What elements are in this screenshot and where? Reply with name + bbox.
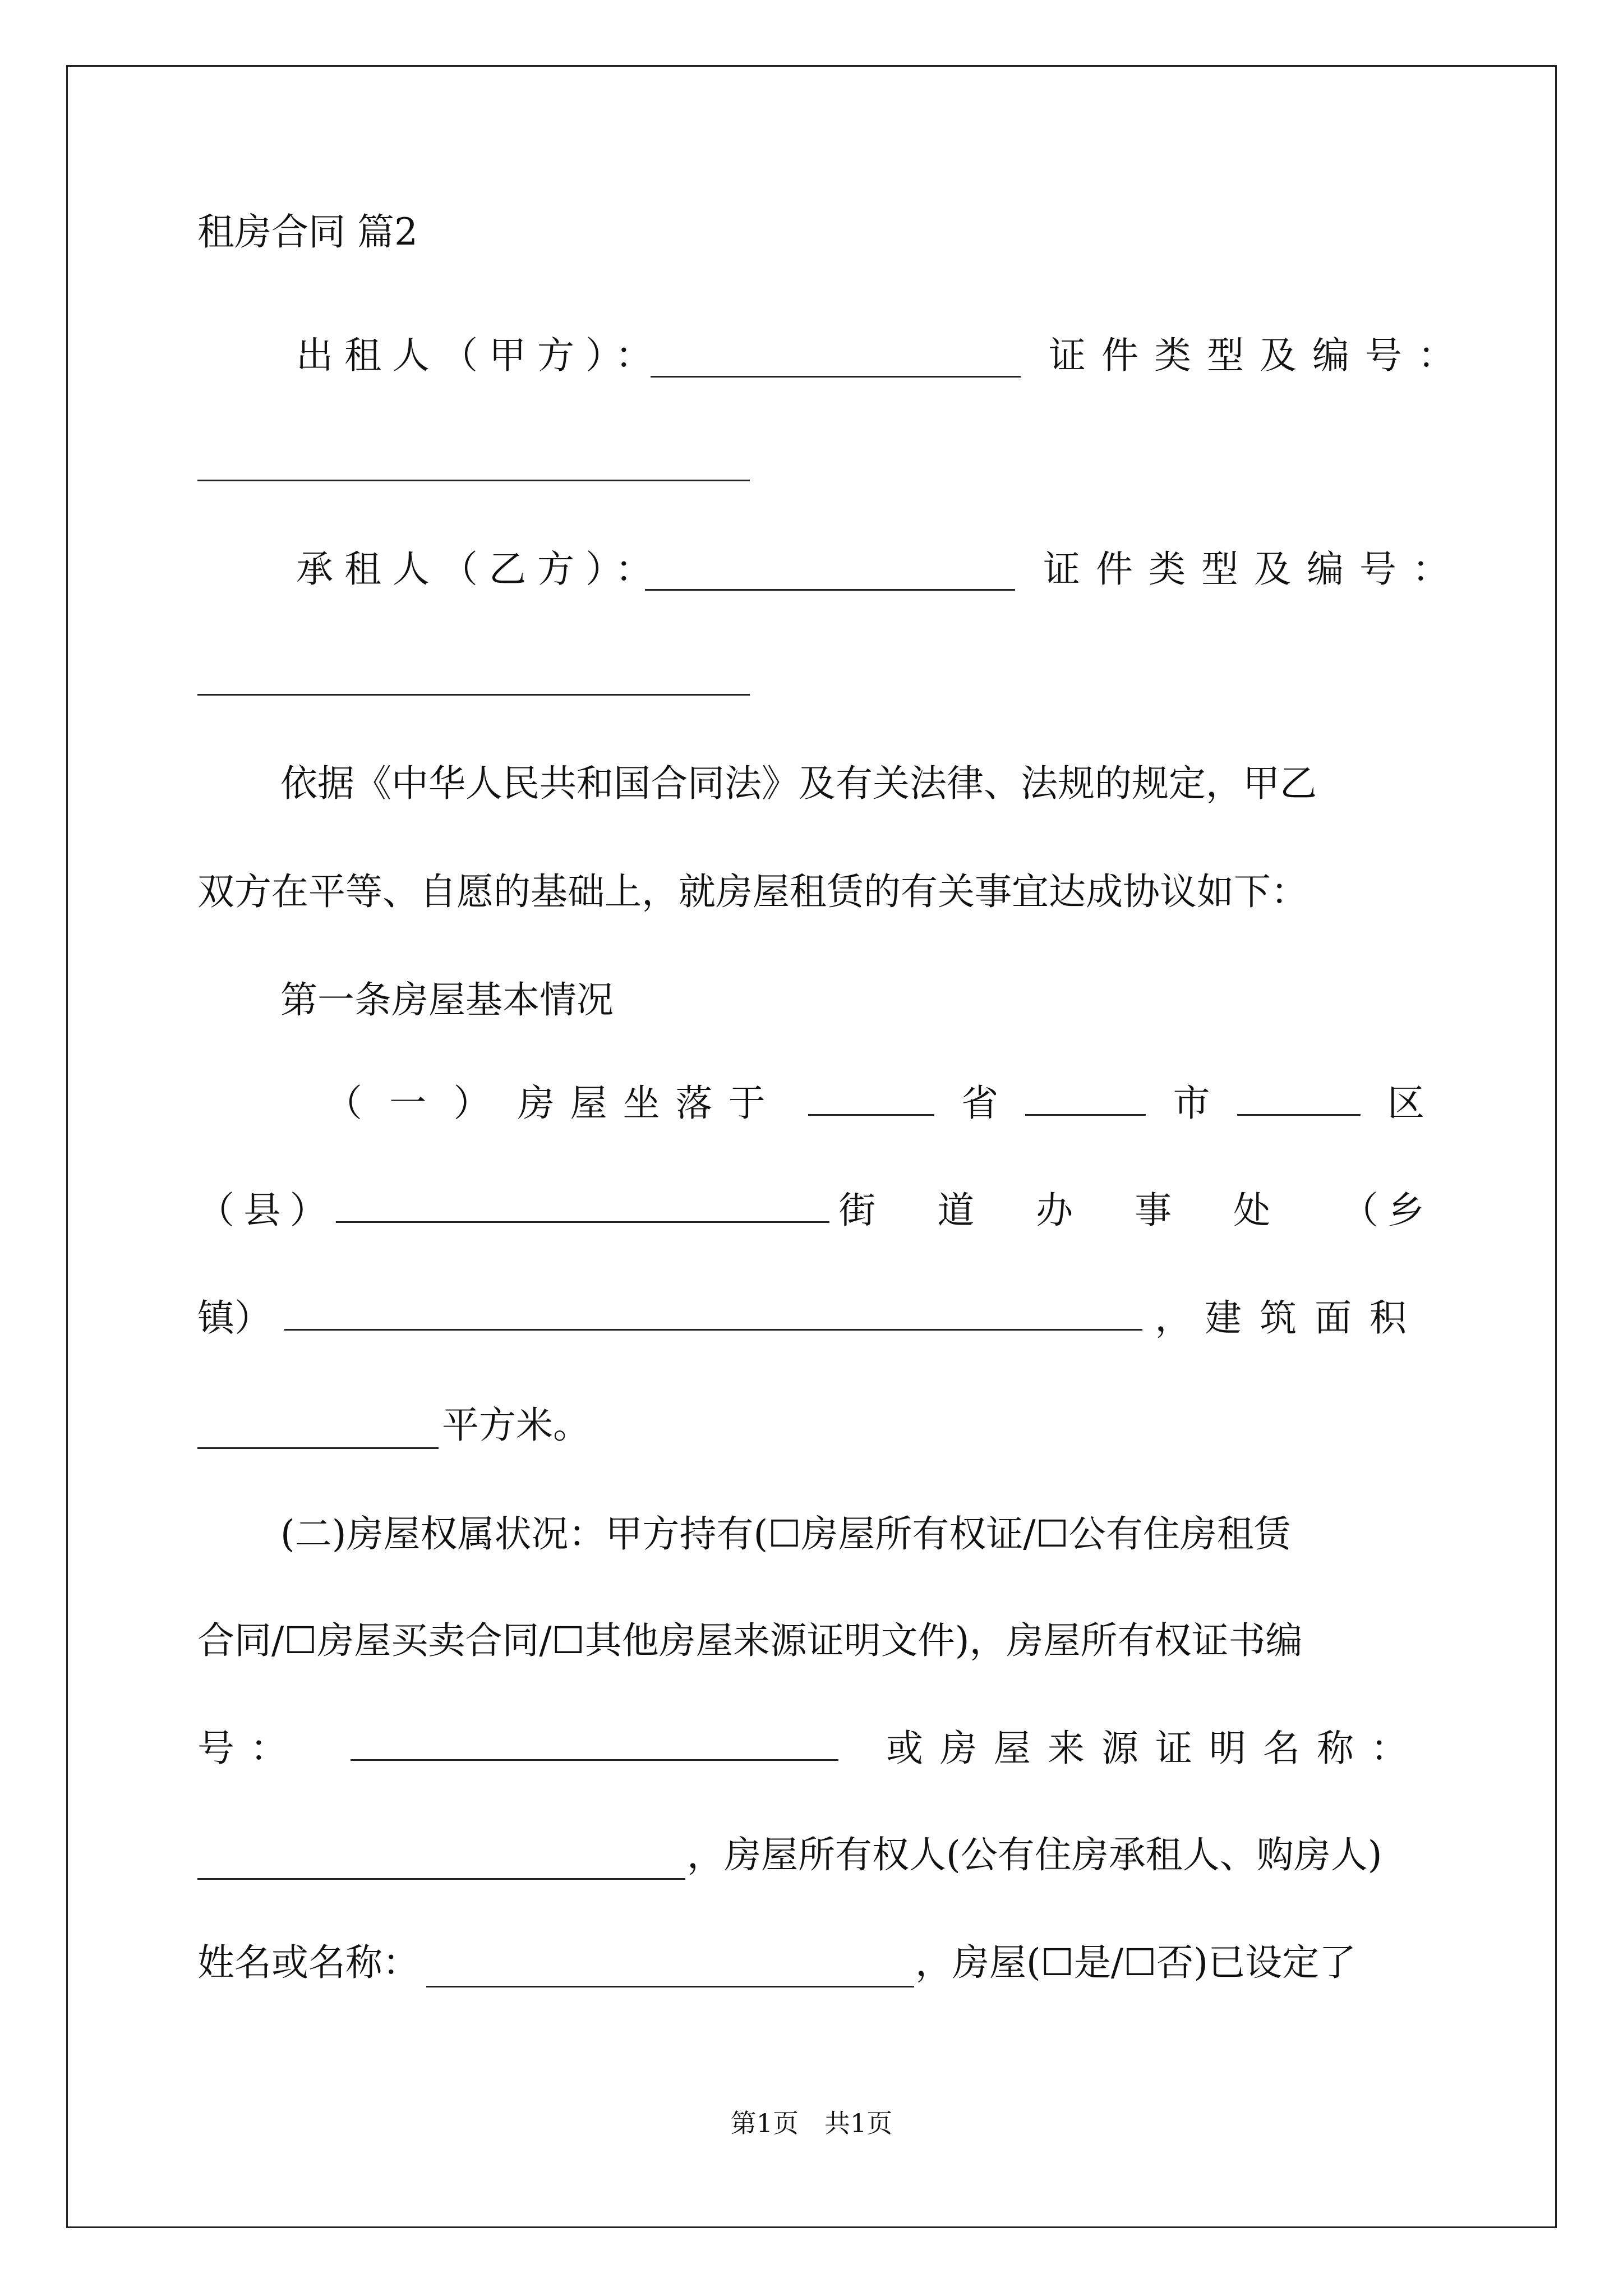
lessee-label: 承租人（乙方）： (296, 547, 663, 591)
page-title: 租房合同 篇2 (197, 210, 418, 254)
item1-location-line: （ 一 ） 房屋坐落于 省 市 区 (325, 1082, 1424, 1125)
certificate-number-blank (351, 1726, 838, 1761)
lessor-id-blank (197, 480, 750, 481)
item2-line-2: 合同/☐房屋买卖合同/☐其他房屋来源证明文件)，房屋所有权证书编 (197, 1619, 1303, 1662)
item2-line-1: (二)房屋权属状况：甲方持有(☐房屋所有权证/☐公有住房租赁 (280, 1512, 1291, 1556)
lessor-name-blank (651, 376, 1021, 378)
town-blank (284, 1295, 1142, 1331)
owner-name-label: 姓名或名称： (197, 1941, 419, 1984)
item1-county-line: （ 县 ） 街道办事处 （ 乡 (197, 1189, 1424, 1232)
page-number: 第1页 共1页 (730, 2108, 893, 2138)
area-blank (197, 1447, 439, 1449)
intro-line-2: 双方在平等、自愿的基础上，就房屋租赁的有关事宜达成协议如下： (197, 870, 1308, 913)
item2-certificate-line: 号： 或房屋来源证明名称： (197, 1727, 1424, 1770)
owner-label: ，房屋所有权人(公有住房承租人、购房人) (687, 1833, 1382, 1876)
lessee-id-label: 证件类型及编号： (1043, 547, 1465, 591)
lessee-id-blank (197, 694, 750, 696)
district-blank (1237, 1080, 1361, 1116)
county-blank (336, 1188, 829, 1223)
intro-line-1: 依据《中华人民共和国合同法》及有关法律、法规的规定，甲乙 (280, 762, 1317, 805)
lessor-id-label: 证件类型及编号： (1049, 334, 1470, 377)
source-name-blank (197, 1878, 685, 1880)
lessor-label: 出租人（甲方）： (296, 334, 663, 377)
lessee-name-blank (645, 589, 1015, 591)
province-blank (808, 1080, 934, 1116)
page-border (66, 65, 1557, 2228)
item1-town-line: 镇） ， 建筑面积 (197, 1296, 1424, 1340)
area-unit: 平方米。 (442, 1404, 590, 1447)
article-1-title: 第一条房屋基本情况 (280, 978, 614, 1022)
owner-name-blank (426, 1986, 914, 1987)
mortgage-text: ，房屋(☐是/☐否)已设定了 (915, 1941, 1357, 1984)
city-blank (1025, 1080, 1146, 1116)
